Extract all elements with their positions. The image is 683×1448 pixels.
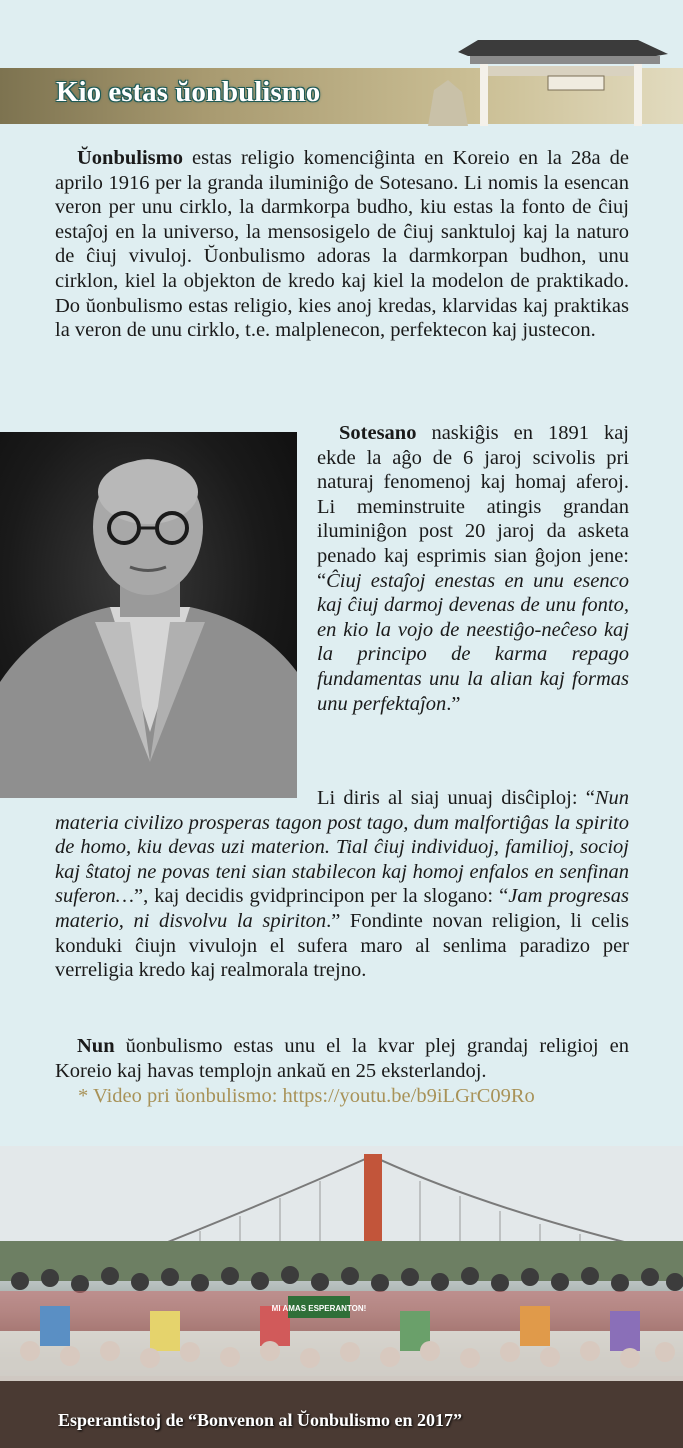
photo-caption: Esperantistoj de “Bonvenon al Ŭonbulismo en 2017” bbox=[58, 1410, 463, 1430]
pavilion-illustration bbox=[428, 30, 683, 126]
group-photo bbox=[0, 1146, 683, 1448]
disciples-quote2: Jam progresas materio, ni disvolvu la spiriton bbox=[55, 885, 629, 932]
group-photo-illustration bbox=[0, 1146, 683, 1448]
bio-quote: Ĉiuj estaĵoj enestas en unu esenco kaj ĉiuj darmoj devenas de unu fonto, en kio la vojo de neestiĝo-neĉeso kaj la principo de karma repago fundamentas unu la alian kaj formas unu perfektaĵon bbox=[317, 569, 629, 715]
closing-text: ŭonbulismo estas unu el la kvar plej grandaj religioj en Koreio kaj havas templojn ankaŭ en 25 eksterlandoj. bbox=[55, 1035, 629, 1082]
page-title: Kio estas ŭonbulismo bbox=[56, 76, 321, 108]
disciples-paragraph bbox=[55, 786, 629, 983]
photo-banner: MI AMAS ESPERANTON! bbox=[271, 1304, 367, 1313]
disciples-tail: .” Fondinte novan religion, li celis konduki ĉiujn vivulojn el sufera maro al senlima paradizo per verreligia kredo kaj realmorala trejno. bbox=[55, 909, 629, 982]
closing-paragraph bbox=[55, 1034, 629, 1083]
disciples-lead: Li diris al siaj unuaj disĉiploj: “ bbox=[317, 787, 595, 809]
video-link[interactable]: * Video pri ŭonbulismo: https://youtu.be/b9iLGrC09Ro bbox=[78, 1085, 535, 1107]
intro-text: estas religio komenciĝinta en Koreio en la 28a de aprilo 1916 per la granda iluminiĝo de Sotesano. Li nomis la esencan veron per unu cirklo, la darmkorpa budho, kiu estas la fonto de ĉiuj estaĵoj en la universo, la mensosigelo de ĉiuj sanktuloj kaj la naturo de ĉiuj vivuloj. Ŭonbulismo adoras la darmkorpan budhon, unu cirklon, kiel la objekton de kredo kaj kiel la modelon de praktikado. Do ŭonbulismo estas religio, kies anoj kredas, klarvidas kaj praktikas la veron de unu cirklo, t.e. malplenecon, perfektecon kaj justecon. bbox=[55, 147, 629, 342]
disciples-mid: ”, kaj decidis gvidprincipon per la slogano: “ bbox=[133, 885, 509, 908]
bio-end: .” bbox=[446, 692, 461, 715]
disciples-quote1: Nun materia civilizo prosperas tagon post tago, dum malfortiĝas la spirito de homo, kiu devas uzi materion. Tial ĉiuj individuoj, familioj, socioj kaj ŝtatoj ne povas teni sian stabilecon kaj homoj enfalos en senfinan suferon… bbox=[55, 787, 629, 908]
bio-text: naskiĝis en 1891 kaj ekde la aĝo de 6 jaroj scivolis pri naturaj fenomenoj kaj homaj aferoj. Li meminstruite atingis grandan iluminiĝon post 20 jaroj da asketa penado kaj esprimis sian ĝojon jene: “ bbox=[317, 422, 629, 592]
portrait-illustration bbox=[0, 432, 297, 798]
intro-bold: Ŭonbulismo bbox=[77, 147, 183, 169]
bio-bold: Sotesano bbox=[339, 422, 417, 444]
closing-bold: Nun bbox=[77, 1035, 115, 1057]
bio-paragraph bbox=[317, 421, 629, 716]
intro-paragraph bbox=[55, 146, 629, 343]
portrait-photo bbox=[0, 432, 297, 798]
